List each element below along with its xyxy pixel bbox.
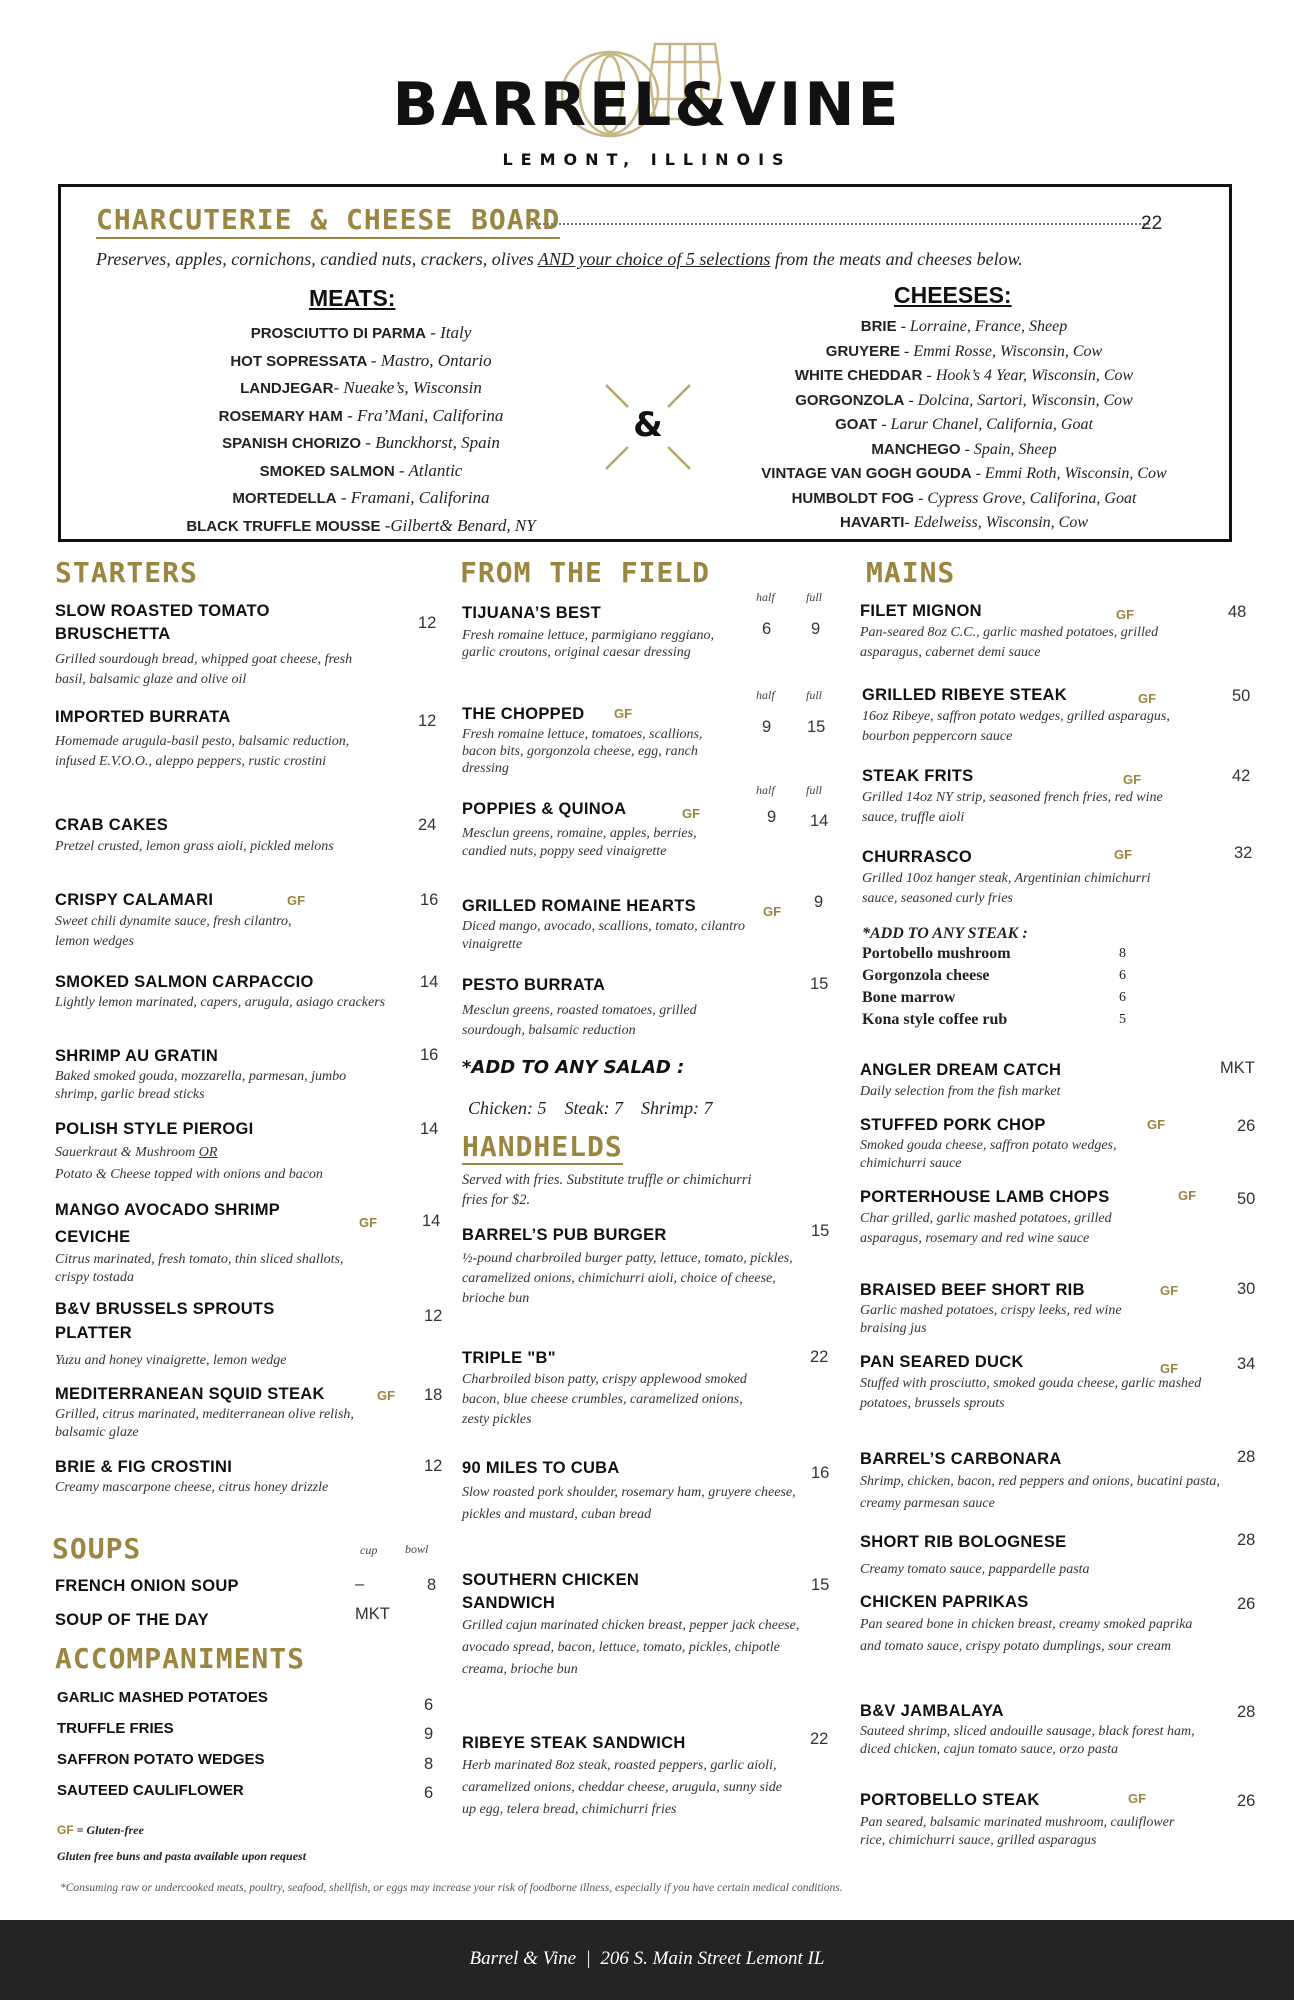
accompaniments-title: ACCOMPANIMENTS	[55, 1642, 306, 1675]
starter-item: MEDITERRANEAN SQUID STEAK Grilled, citrus marinated, mediterranean olive relish, balsamic glaze	[55, 1385, 354, 1440]
cheeses-list	[729, 315, 1199, 536]
item-price: 12	[424, 1307, 443, 1325]
main-item: ANGLER DREAM CATCH Daily selection from the fish market	[860, 1061, 1062, 1099]
salad-item: POPPIES & QUINOA Mesclun greens, romaine, apples, berries, candied nuts, poppy seed vinaigrette	[462, 800, 697, 859]
main-item: CHICKEN PAPRIKAS Pan seared bone in chicken breast, creamy smoked paprika and tomato sauce, crispy potato dumplings, sour cream	[860, 1593, 1193, 1654]
main-item: B&V JAMBALAYA Sauteed shrimp, sliced andouille sausage, black forest ham, diced chicken, cajun tomato sauce, orzo pasta	[860, 1702, 1195, 1757]
soup-item: FRENCH ONION SOUP	[55, 1577, 239, 1595]
gluten-free-badge: GF	[1116, 607, 1135, 622]
item-price: 18	[424, 1386, 443, 1404]
meat-item: ROSEMARY HAM - Fra’Mani, Califorina	[218, 405, 504, 425]
soup-bowl-price: 8	[427, 1576, 437, 1594]
item-price: 48	[1228, 603, 1247, 621]
gluten-free-badge: GF	[763, 904, 782, 919]
cheese-item: GORGONZOLA - Dolcina, Sartori, Wisconsin, Cow	[795, 391, 1133, 409]
item-price: 15	[811, 1576, 830, 1594]
main-item: BARREL’S CARBONARA Shrimp, chicken, bacon, red peppers and onions, bucatini pasta, creamy parmesan sauce	[860, 1450, 1220, 1511]
full-label: full	[806, 590, 823, 604]
item-price: 22	[810, 1730, 829, 1748]
item-price: 6	[424, 1696, 434, 1714]
main-item: PORTOBELLO STEAK Pan seared, balsamic marinated mushroom, cauliflower rice, chimichurri sauce, grilled asparagus	[860, 1791, 1175, 1848]
footer-bar	[0, 1920, 1294, 2000]
meat-item: LANDJEGAR- Nueake’s, Wisconsin	[240, 378, 482, 397]
salad-item: PESTO BURRATA Mesclun greens, roasted tomatoes, grilled sourdough, balsamic reduction	[462, 976, 697, 1038]
item-price: 12	[418, 614, 437, 632]
gluten-free-badge: GF	[1138, 691, 1157, 706]
full-label: full	[806, 783, 823, 797]
main-item: PAN SEARED DUCK Stuffed with prosciutto, smoked gouda cheese, garlic mashed potatoes, brussels sprouts	[860, 1353, 1202, 1411]
cheese-item: GOAT - Larur Chanel, California, Goat	[835, 416, 1093, 433]
cheese-item: GRUYERE - Emmi Rosse, Wisconsin, Cow	[825, 342, 1103, 360]
meats-heading: MEATS:	[309, 285, 396, 311]
bowl-label: bowl	[405, 1542, 429, 1556]
half-price: 9	[762, 718, 772, 736]
cheese-item: HAVARTI- Edelweiss, Wisconsin, Cow	[839, 514, 1088, 531]
meat-item: SMOKED SALMON - Atlantic	[259, 460, 463, 480]
gluten-free-badge: GF	[1114, 847, 1133, 862]
meat-item: BLACK TRUFFLE MOUSSE -Gilbert& Benard, NY	[186, 515, 536, 535]
meat-item: SPANISH CHORIZO - Bunckhorst, Spain	[222, 433, 500, 452]
handhelds-title: HANDHELDS	[462, 1130, 623, 1163]
soup-cup-price: MKT	[355, 1605, 390, 1623]
steak-addon-row: Kona style coffee rub 5	[862, 1011, 1126, 1028]
cheese-item: BRIE - Lorraine, France, Sheep	[860, 318, 1068, 335]
starter-item: SHRIMP AU GRATIN Baked smoked gouda, mozzarella, parmesan, jumbo shrimp, garlic bread sticks	[55, 1047, 347, 1102]
main-item: STEAK FRITS Grilled 14oz NY strip, seasoned french fries, red wine sauce, truffle aioli	[862, 767, 1163, 825]
steak-addon-row: Bone marrow 6	[862, 989, 1126, 1006]
accompaniment-item: GARLIC MASHED POTATOES	[57, 1689, 268, 1706]
salad-item: TIJUANA’S BEST Fresh romaine lettuce, parmigiano reggiano, garlic croutons, original caesar dressing	[462, 604, 714, 660]
item-price: 15	[811, 1222, 830, 1240]
salad-addon-prices: Chicken: 5 Steak: 7 Shrimp: 7	[468, 1098, 713, 1118]
item-price: 28	[1237, 1703, 1256, 1721]
main-item: FILET MIGNON Pan-seared 8oz C.C., garlic mashed potatoes, grilled asparagus, cabernet demi sauce	[860, 602, 1159, 660]
soup-cup-price: –	[355, 1575, 365, 1593]
health-disclaimer: *Consuming raw or undercooked meats, poultry, seafood, shellfish, or eggs may increase your risk of foodborne illness, especially if you have certain medical conditions.	[60, 1882, 843, 1894]
charcuterie-board-box	[58, 184, 1232, 542]
gluten-free-badge: GF	[1178, 1188, 1197, 1203]
item-price: 14	[422, 1212, 441, 1230]
gluten-free-badge: GF	[1160, 1283, 1179, 1298]
item-price: 16	[420, 1046, 439, 1064]
item-price: 28	[1237, 1448, 1256, 1466]
steak-addon-row: Gorgonzola cheese 6	[862, 967, 1126, 984]
starter-item: IMPORTED BURRATA Homemade arugula-basil pesto, balsamic reduction, infused E.V.O.O., aleppo peppers, rustic crostini	[55, 708, 350, 769]
gluten-free-badge: GF	[377, 1388, 396, 1403]
starter-item: MANGO AVOCADO SHRIMP CEVICHE Citrus marinated, fresh tomato, thin sliced shallots, crispy tostada	[55, 1201, 344, 1285]
main-item: CHURRASCO Grilled 10oz hanger steak, Argentinian chimichurri sauce, seasoned curly fries	[862, 848, 1151, 906]
ampersand: &	[633, 405, 663, 445]
ampersand-divider	[598, 377, 698, 477]
main-item: SHORT RIB BOLOGNESE Creamy tomato sauce, pappardelle pasta	[860, 1533, 1090, 1577]
item-price: 16	[811, 1464, 830, 1482]
brand-location: LEMONT, ILLINOIS	[502, 150, 792, 169]
accompaniment-item: SAUTEED CAULIFLOWER	[57, 1782, 244, 1799]
gluten-free-badge: GF	[682, 806, 701, 821]
steak-addons	[862, 925, 1162, 1031]
meats-list	[151, 319, 571, 539]
starter-item: POLISH STYLE PIEROGI Sauerkraut & Mushroom OR Potato & Cheese topped with onions and bacon	[55, 1120, 323, 1182]
main-item: PORTERHOUSE LAMB CHOPS Char grilled, garlic mashed potatoes, grilled asparagus, rosemary and red wine sauce	[860, 1188, 1112, 1246]
salad-addon-title: *ADD TO ANY SALAD :	[462, 1057, 685, 1078]
item-price: 34	[1237, 1355, 1256, 1373]
item-price: 15	[810, 975, 829, 993]
item-price: MKT	[1220, 1059, 1255, 1077]
cheeses-heading: CHEESES:	[894, 282, 1012, 308]
item-price: 26	[1237, 1595, 1256, 1613]
gluten-free-badge: GF	[359, 1215, 378, 1230]
starter-item: SLOW ROASTED TOMATO BRUSCHETTA Grilled sourdough bread, whipped goat cheese, fresh basil, balsamic glaze and olive oil	[55, 602, 353, 687]
starter-item: B&V BRUSSELS SPROUTS PLATTER Yuzu and honey vinaigrette, lemon wedge	[55, 1300, 287, 1368]
item-price: 24	[418, 816, 437, 834]
board-title: CHARCUTERIE & CHEESE BOARD	[96, 203, 560, 239]
cheese-item: MANCHEGO - Spain, Sheep	[871, 440, 1057, 458]
main-item: STUFFED PORK CHOP Smoked gouda cheese, saffron potato wedges, chimichurri sauce	[860, 1116, 1117, 1171]
item-price: 12	[418, 712, 437, 730]
footer-address: Barrel & Vine | 206 S. Main Street Lemont IL	[469, 1948, 825, 1969]
item-price: 28	[1237, 1531, 1256, 1549]
board-description-emphasis: AND your choice of 5 selections	[537, 249, 771, 269]
half-label: half	[756, 590, 775, 604]
starter-item: SMOKED SALMON CARPACCIO Lightly lemon marinated, capers, arugula, asiago crackers	[55, 973, 386, 1010]
item-price: 50	[1237, 1190, 1256, 1208]
handhelds-subtitle: Served with fries. Substitute truffle or chimichurri fries for $2.	[462, 1172, 752, 1208]
starter-item: BRIE & FIG CROSTINI Creamy mascarpone cheese, citrus honey drizzle	[55, 1458, 329, 1495]
gluten-free-badge: GF	[1160, 1361, 1179, 1376]
handheld-item: RIBEYE STEAK SANDWICH Herb marinated 8oz steak, roasted peppers, garlic aioli, caramelized onions, cheddar cheese, arugula, sunny side up egg, telera bread, chimichurri fries	[462, 1734, 782, 1817]
half-label: half	[756, 688, 775, 702]
meat-item: MORTEDELLA - Framani, Califorina	[232, 488, 490, 507]
item-price: 22	[810, 1348, 829, 1366]
gluten-free-badge: GF	[57, 1823, 74, 1837]
item-price: 30	[1237, 1280, 1256, 1298]
mains-title: MAINS	[866, 556, 956, 589]
board-description: Preserves, apples, cornichons, candied nuts, crackers, olives AND your choice of 5 selections from the meats and cheeses below.	[96, 249, 1023, 269]
item-price: 8	[424, 1755, 434, 1773]
gluten-free-badge: GF	[614, 706, 633, 721]
full-price: 9	[811, 620, 821, 638]
starter-item: CRAB CAKES Pretzel crusted, lemon grass aioli, pickled melons	[55, 816, 334, 854]
full-label: full	[806, 688, 823, 702]
meat-item: HOT SOPRESSATA - Mastro, Ontario	[230, 350, 492, 370]
handheld-item: 90 MILES TO CUBA Slow roasted pork shoulder, rosemary ham, gruyere cheese, pickles and mustard, cuban bread	[462, 1459, 796, 1522]
main-item: GRILLED RIBEYE STEAK 16oz Ribeye, saffron potato wedges, grilled asparagus, bourbon peppercorn sauce	[862, 686, 1170, 744]
item-price: 42	[1232, 767, 1251, 785]
gluten-free-badge: GF	[1123, 772, 1142, 787]
item-price: 16	[420, 891, 439, 909]
cheese-item: VINTAGE VAN GOGH GOUDA - Emmi Roth, Wisconsin, Cow	[761, 465, 1167, 482]
soups-title: SOUPS	[52, 1532, 142, 1565]
full-price: 14	[810, 812, 829, 830]
handheld-item: TRIPLE "B" Charbroiled bison patty, crispy applewood smoked bacon, blue cheese crumbles, caramelized onions, zesty pickles	[462, 1349, 747, 1427]
item-price: 9	[424, 1725, 434, 1743]
steak-addon-title: *ADD TO ANY STEAK :	[862, 925, 1028, 942]
item-price: 6	[424, 1784, 434, 1802]
dotted-leader	[527, 223, 1149, 225]
item-price: 32	[1234, 844, 1253, 862]
accompaniment-item: TRUFFLE FRIES	[57, 1720, 174, 1737]
cheese-item: WHITE CHEDDAR - Hook’s 4 Year, Wisconsin, Cow	[794, 367, 1134, 384]
salad-item: GRILLED ROMAINE HEARTS Diced mango, avocado, scallions, tomato, cilantro vinaigrette	[462, 897, 745, 952]
gluten-free-badge: GF	[287, 893, 306, 908]
item-price: 12	[424, 1457, 443, 1475]
starter-item: CRISPY CALAMARI Sweet chili dynamite sauce, fresh cilantro, lemon wedges	[55, 891, 292, 949]
half-price: 6	[762, 620, 772, 638]
cheese-item: HUMBOLDT FOG - Cypress Grove, Califorina, Goat	[791, 489, 1137, 507]
gf-note: Gluten free buns and pasta available upon request	[57, 1849, 307, 1863]
item-price: 26	[1237, 1792, 1256, 1810]
item-price: 26	[1237, 1117, 1256, 1135]
starters-title: STARTERS	[55, 556, 198, 589]
accompaniment-item: SAFFRON POTATO WEDGES	[57, 1751, 265, 1768]
soup-item: SOUP OF THE DAY	[55, 1611, 209, 1629]
item-price: 14	[420, 973, 439, 991]
board-price: 22	[1141, 213, 1163, 234]
steak-addon-row: Portobello mushroom 8	[862, 945, 1126, 962]
half-price: 9	[767, 808, 777, 826]
handheld-item: SOUTHERN CHICKEN SANDWICH Grilled cajun marinated chicken breast, pepper jack cheese, avocado spread, bacon, lettuce, tomato, pickles, chipotle creama, brioche bun	[462, 1571, 800, 1677]
item-price: 14	[420, 1120, 439, 1138]
item-price: 9	[814, 893, 824, 911]
gluten-free-badge: GF	[1147, 1117, 1166, 1132]
salad-item: THE CHOPPED Fresh romaine lettuce, tomatoes, scallions, bacon bits, gorgonzola cheese, egg, ranch dressing	[462, 705, 703, 776]
brand-name: BARREL&VINE	[392, 70, 902, 140]
main-item: BRAISED BEEF SHORT RIB Garlic mashed potatoes, crispy leeks, red wine braising jus	[860, 1281, 1122, 1336]
cup-label: cup	[360, 1543, 378, 1557]
meat-item: PROSCIUTTO DI PARMA - Italy	[250, 323, 472, 342]
field-title: FROM THE FIELD	[460, 556, 711, 589]
half-label: half	[756, 783, 775, 797]
full-price: 15	[807, 718, 826, 736]
gf-legend: GF = Gluten-free	[57, 1823, 144, 1837]
item-price: 50	[1232, 687, 1251, 705]
gluten-free-badge: GF	[1128, 1791, 1147, 1806]
handheld-item: BARREL’S PUB BURGER ½-pound charbroiled burger patty, lettuce, tomato, pickles, caramelized onions, chimichurri aioli, choice of cheese, brioche bun	[462, 1226, 793, 1306]
